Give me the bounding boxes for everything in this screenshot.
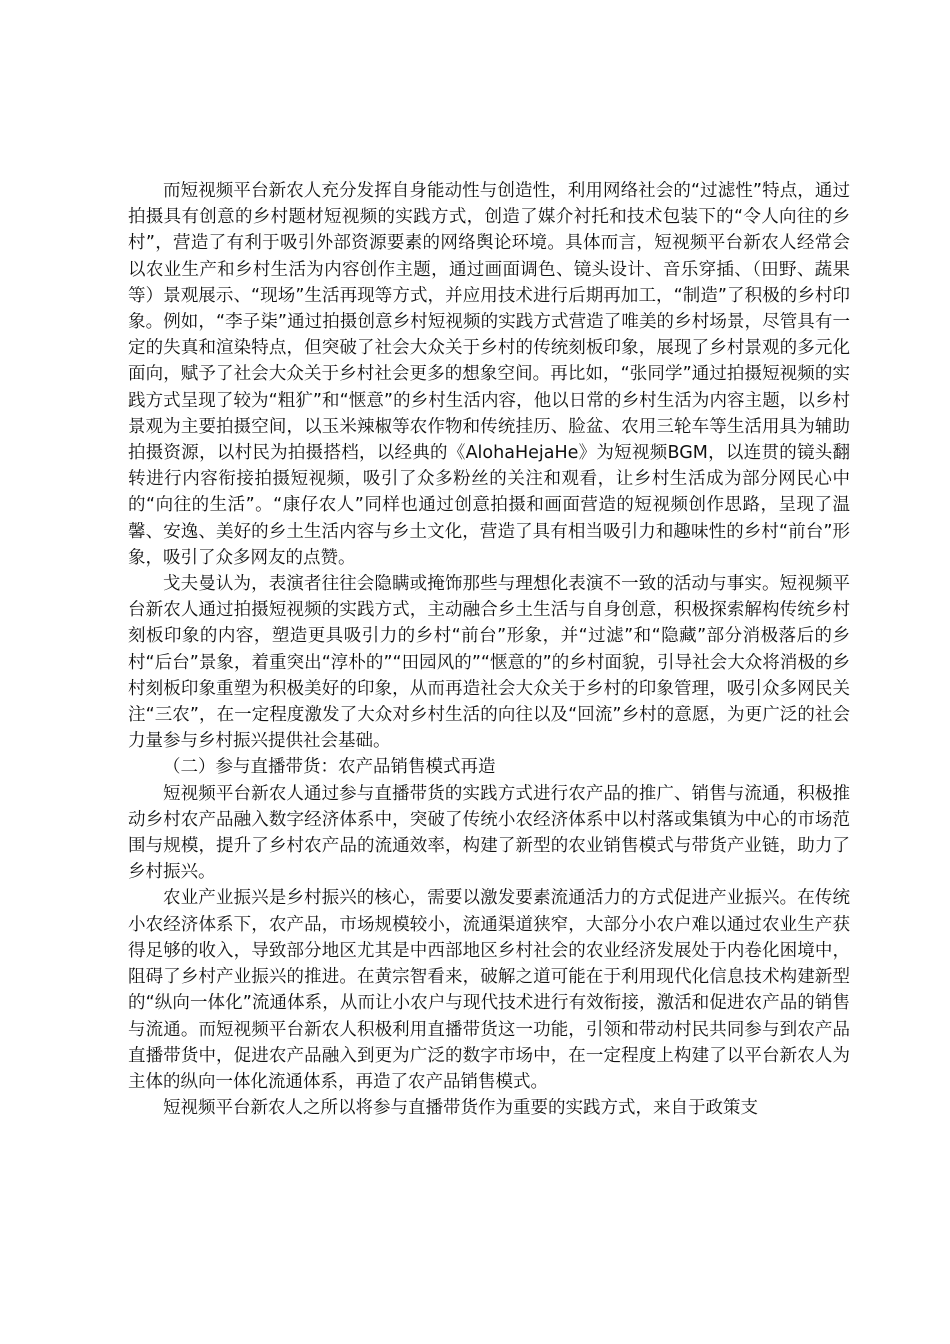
body-paragraph: 农业产业振兴是乡村振兴的核心，需要以激发要素流通活力的方式促进产业振兴。在传统小农经济体系下，农产品，市场规模较小，流通渠道狭窄，大部分小农户难以通过农业生产获得足够的收入，导致部分地区尤其是中西部地区乡村社会的农业经济发展处于内卷化困境中，阻碍了乡村产业振兴的推进。在黄宗智看来，破解之道可能在于利用现代化信息技术构建新型的“纵向一体化”流通体系，从而让小农户与现代技术进行有效衔接，激活和促进农产品的销售与流通。而短视频平台新农人积极利用直播带货这一功能，引领和带动村民共同参与到农产品直播带货中，促进农产品融入到更为广泛的数字市场中，在一定程度上构建了以平台新农人为主体的纵向一体化流通体系，再造了农产品销售模式。 xyxy=(128,888,850,1092)
body-paragraph: 戈夫曼认为，表演者往往会隐瞒或掩饰那些与理想化表演不一致的活动与事实。短视频平台新农人通过拍摄短视频的实践方式，主动融合乡土生活与自身创意，积极探索解构传统乡村刻板印象的内容，塑造更具吸引力的乡村“前台”形象，并“过滤”和“隐藏”部分消极落后的乡村“后台”景象，着重突出“淳朴的”“田园风的”“惬意的”的乡村面貌，引导社会大众将消极的乡村刻板印象重塑为积极美好的印象，从而再造社会大众关于乡村的印象管理，吸引众多网民关注“三农”，在一定程度激发了大众对乡村生活的向往以及“回流”乡村的意愿，为更广泛的社会力量参与乡村振兴提供社会基础。 xyxy=(128,574,850,752)
body-paragraph: 短视频平台新农人之所以将参与直播带货作为重要的实践方式，来自于政策支 xyxy=(163,1098,758,1119)
document-page xyxy=(128,178,850,1121)
body-paragraph: 而短视频平台新农人充分发挥自身能动性与创造性，利用网络社会的“过滤性”特点，通过拍摄具有创意的乡村题材短视频的实践方式，创造了媒介衬托和技术包装下的“令人向往的乡村”，营造了有利于吸引外部资源要素的网络舆论环境。具体而言，短视频平台新农人经常会以农业生产和乡村生活为内容创作主题，通过画面调色、镜头设计、音乐穿插、（田野、蔬果等）景观展示、“现场”生活再现等方式，并应用技术进行后期再加工，“制造”了积极的乡村印象。例如，“李子柒”通过拍摄创意乡村短视频的实践方式营造了唯美的乡村场景，尽管具有一定的失真和渲染特点，但突破了社会大众关于乡村的传统刻板印象，展现了乡村景观的多元化面向，赋予了社会大众关于乡村社会更多的想象空间。再比如，“张同学”通过拍摄短视频的实践方式呈现了较为“粗犷”和“惬意”的乡村生活内容，他以日常的乡村生活为内容主题，以乡村景观为主要拍摄空间，以玉米辣椒等农作物和传统挂历、脸盆、农用三轮车等生活用具为辅助拍摄资源，以村民为拍摄搭档，以经典的《AlohaHejaHe》为短视频BGM，以连贯的镜头翻转进行内容衔接拍摄短视频，吸引了众多粉丝的关注和观看，让乡村生活成为部分网民心中的“向往的生活”。“康仔农人”同样也通过创意拍摄和画面营造的短视频创作思路，呈现了温馨、安逸、美好的乡土生活内容与乡土文化，营造了具有相当吸引力和趣味性的乡村“前台”形象，吸引了众多网友的点赞。 xyxy=(128,181,850,568)
body-paragraph: 短视频平台新农人通过参与直播带货的实践方式进行农产品的推广、销售与流通，积极推动乡村农产品融入数字经济体系中，突破了传统小农经济体系中以村落或集镇为中心的市场范围与规模，提升了乡村农产品的流通效率，构建了新型的农业销售模式与带货产业链，助力了乡村振兴。 xyxy=(128,783,850,883)
section-heading: （二）参与直播带货：农产品销售模式再造 xyxy=(163,757,496,778)
